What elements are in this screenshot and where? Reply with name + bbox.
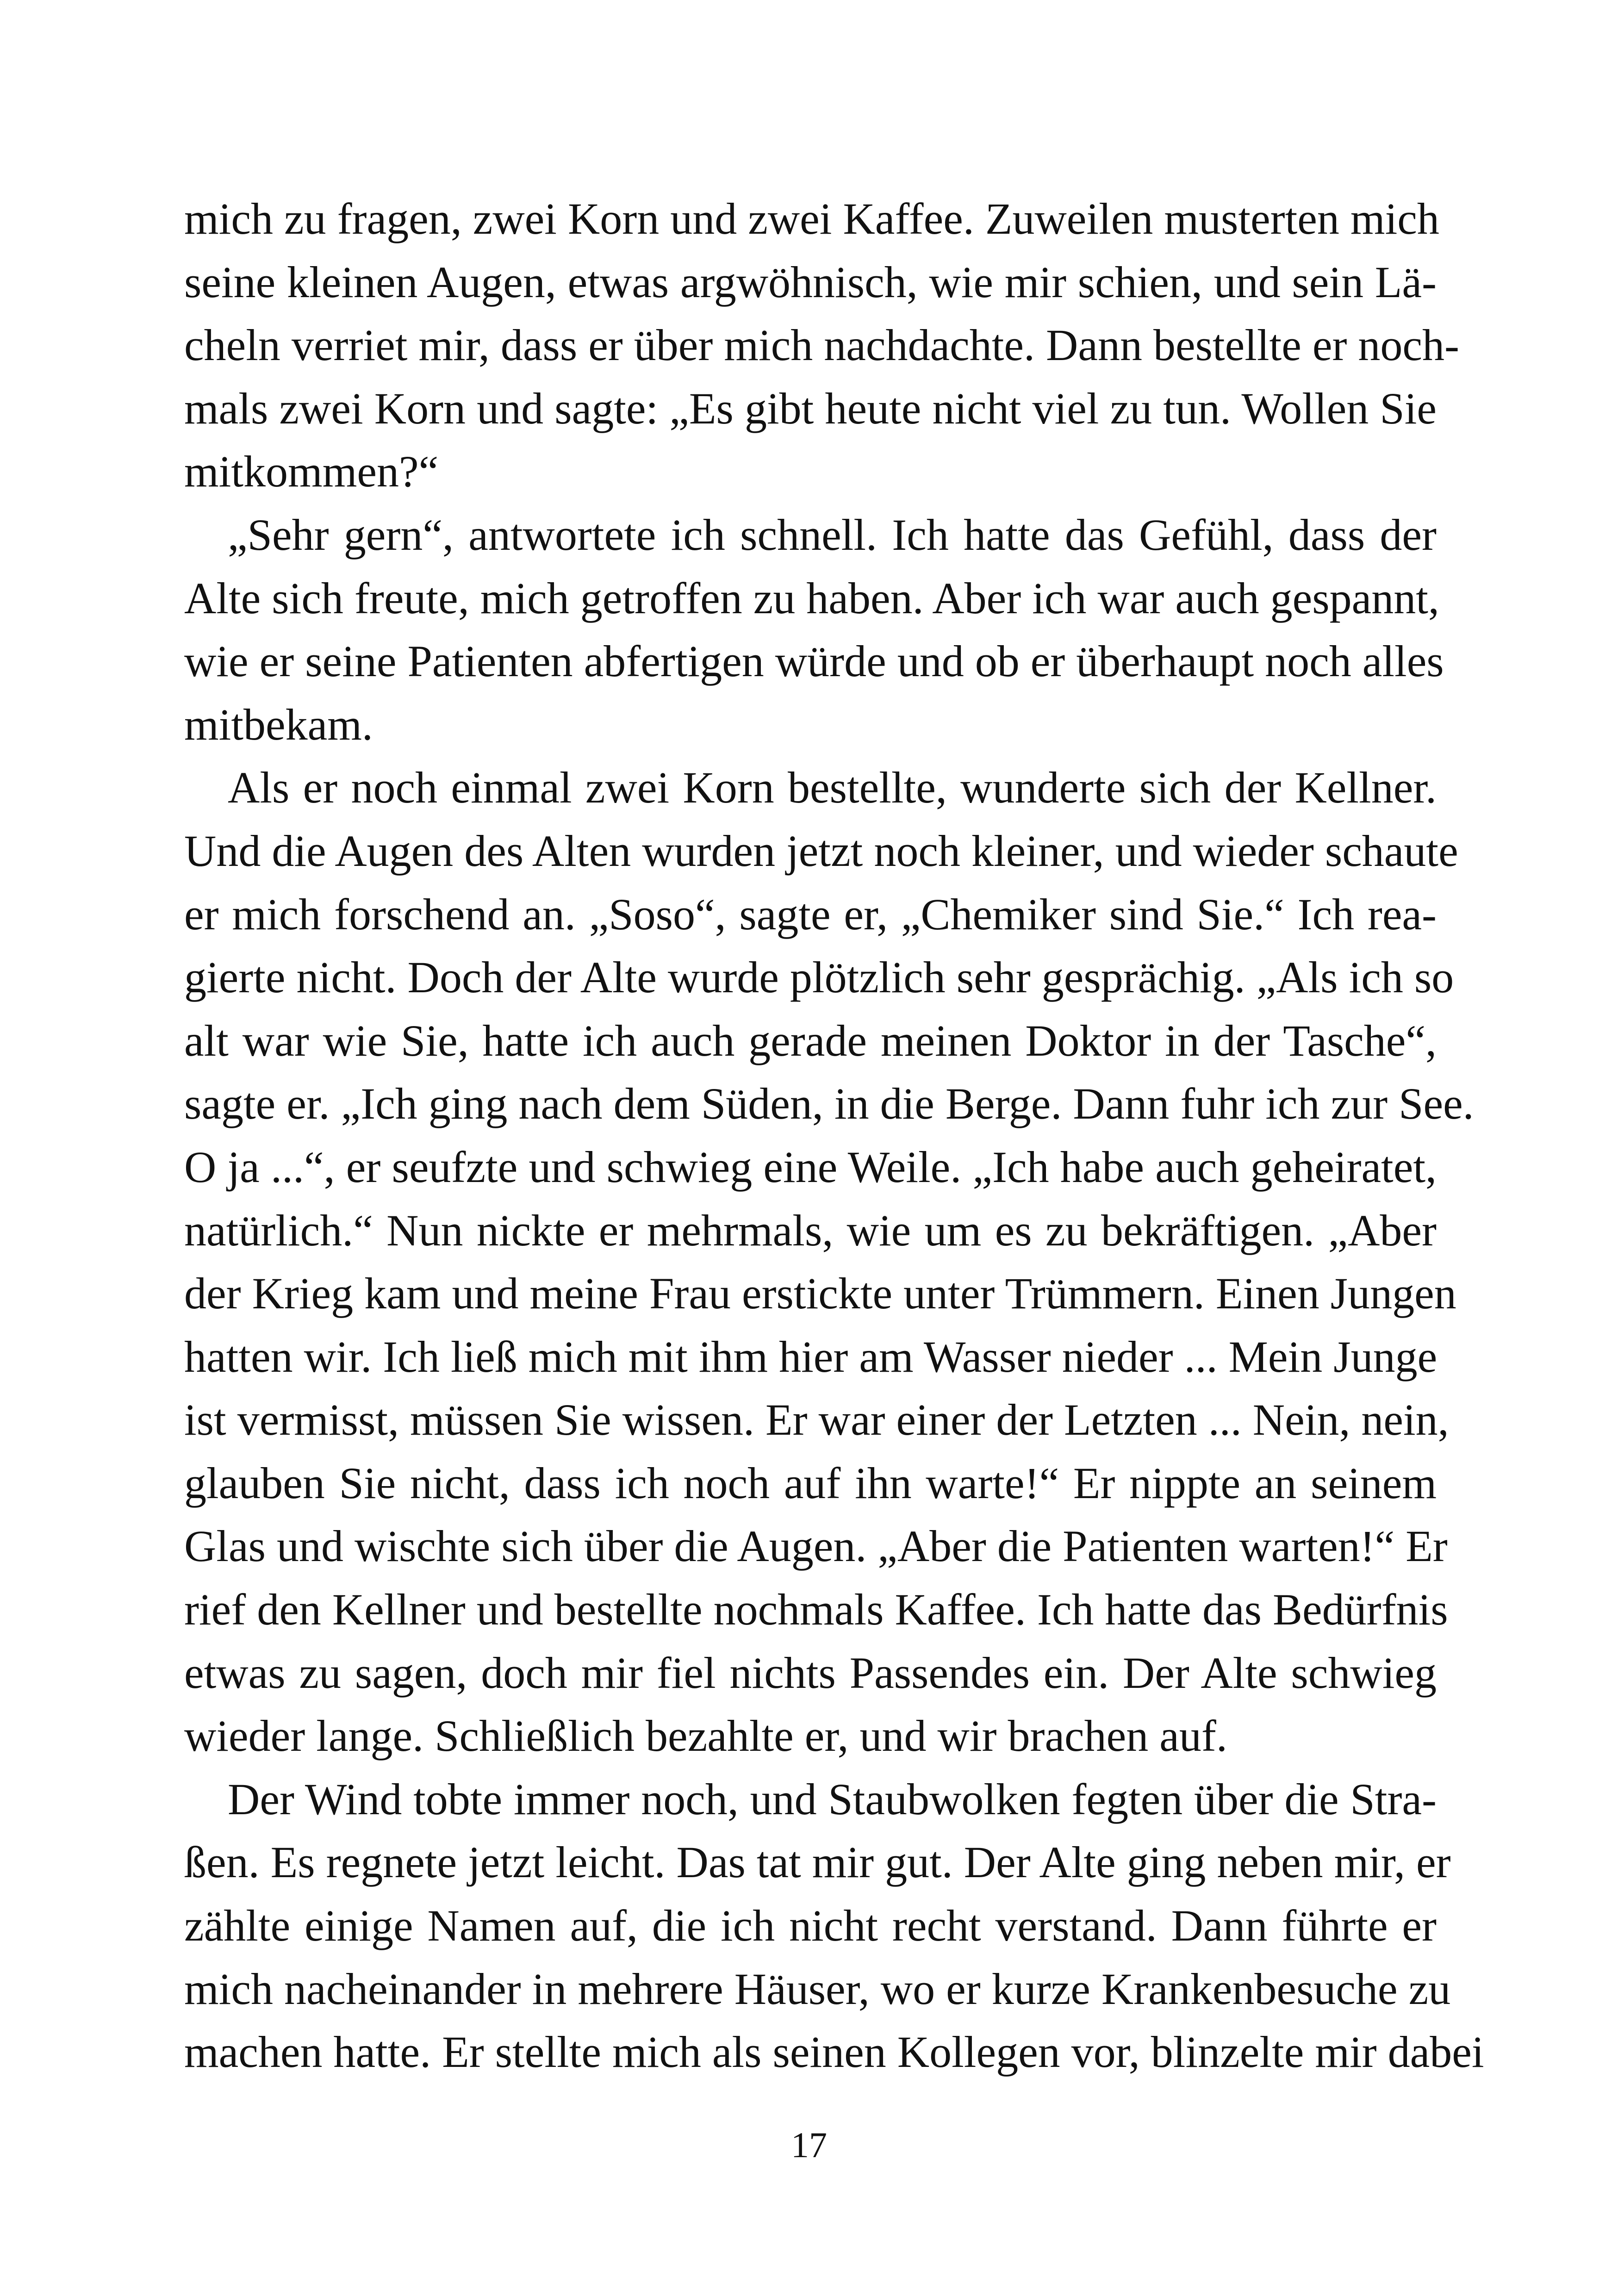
text-line: Als er noch einmal zwei Korn bestellte, wunderte sich der Kellner. <box>228 763 1437 813</box>
text-line: mitkommen?“ <box>184 447 439 497</box>
text-line: etwas zu sagen, doch mir fiel nichts Passendes ein. Der Alte schwieg <box>184 1648 1437 1698</box>
text-line: ist vermisst, müssen Sie wissen. Er war einer der Letzten ... Nein, nein, <box>184 1395 1449 1445</box>
text-line: natürlich.“ Nun nickte er mehrmals, wie um es zu bekräftigen. „Aber <box>184 1205 1437 1255</box>
text-line: Und die Augen des Alten wurden jetzt noch kleiner, und wieder schaute <box>184 826 1458 876</box>
text-line: „Sehr gern“, antwortete ich schnell. Ich hatte das Gefühl, dass der <box>228 510 1437 560</box>
text-line: O ja ...“, er seufzte und schwieg eine Weile. „Ich habe auch geheiratet, <box>184 1142 1437 1192</box>
text-line: gierte nicht. Doch der Alte wurde plötzlich sehr gesprächig. „Als ich so <box>184 952 1454 1002</box>
text-line: wieder lange. Schließlich bezahlte er, und wir brachen auf. <box>184 1711 1227 1761</box>
text-line: der Krieg kam und meine Frau erstickte unter Trümmern. Einen Jungen <box>184 1269 1456 1319</box>
text-line: zählte einige Namen auf, die ich nicht recht verstand. Dann führte er <box>184 1901 1437 1951</box>
text-line: alt war wie Sie, hatte ich auch gerade meinen Doktor in der Tasche“, <box>184 1015 1437 1065</box>
text-line: mals zwei Korn und sagte: „Es gibt heute nicht viel zu tun. Wollen Sie <box>184 383 1437 433</box>
body-text <box>184 187 1484 2084</box>
text-line: cheln verriet mir, dass er über mich nachdachte. Dann bestellte er noch- <box>184 320 1459 370</box>
text-line: glauben Sie nicht, dass ich noch auf ihn warte!“ Er nippte an seinem <box>184 1458 1437 1508</box>
text-line: machen hatte. Er stellte mich als seinen Kollegen vor, blinzelte mir dabei <box>184 2027 1484 2077</box>
text-line: mich zu fragen, zwei Korn und zwei Kaffee. Zuweilen musterten mich <box>184 194 1439 243</box>
text-line: sagte er. „Ich ging nach dem Süden, in die Berge. Dann fuhr ich zur See. <box>184 1079 1474 1129</box>
text-line: hatten wir. Ich ließ mich mit ihm hier am Wasser nieder ... Mein Junge <box>184 1332 1438 1381</box>
text-line: er mich forschend an. „Soso“, sagte er, „Chemiker sind Sie.“ Ich rea- <box>184 889 1437 939</box>
page-number: 17 <box>791 2125 827 2165</box>
text-line: wie er seine Patienten abfertigen würde und ob er überhaupt noch alles <box>184 636 1444 686</box>
text-line: Glas und wischte sich über die Augen. „Aber die Patienten warten!“ Er <box>184 1521 1448 1571</box>
text-line: mitbekam. <box>184 699 373 749</box>
text-line: Alte sich freute, mich getroffen zu haben. Aber ich war auch gespannt, <box>184 573 1439 623</box>
text-line: seine kleinen Augen, etwas argwöhnisch, wie mir schien, und sein Lä- <box>184 257 1437 307</box>
text-line: mich nacheinander in mehrere Häuser, wo er kurze Krankenbesuche zu <box>184 1964 1451 2014</box>
text-line: ßen. Es regnete jetzt leicht. Das tat mir gut. Der Alte ging neben mir, er <box>184 1837 1451 1887</box>
text-line: rief den Kellner und bestellte nochmals Kaffee. Ich hatte das Bedürfnis <box>184 1585 1448 1635</box>
text-line: Der Wind tobte immer noch, und Staubwolken fegten über die Stra- <box>228 1774 1437 1824</box>
